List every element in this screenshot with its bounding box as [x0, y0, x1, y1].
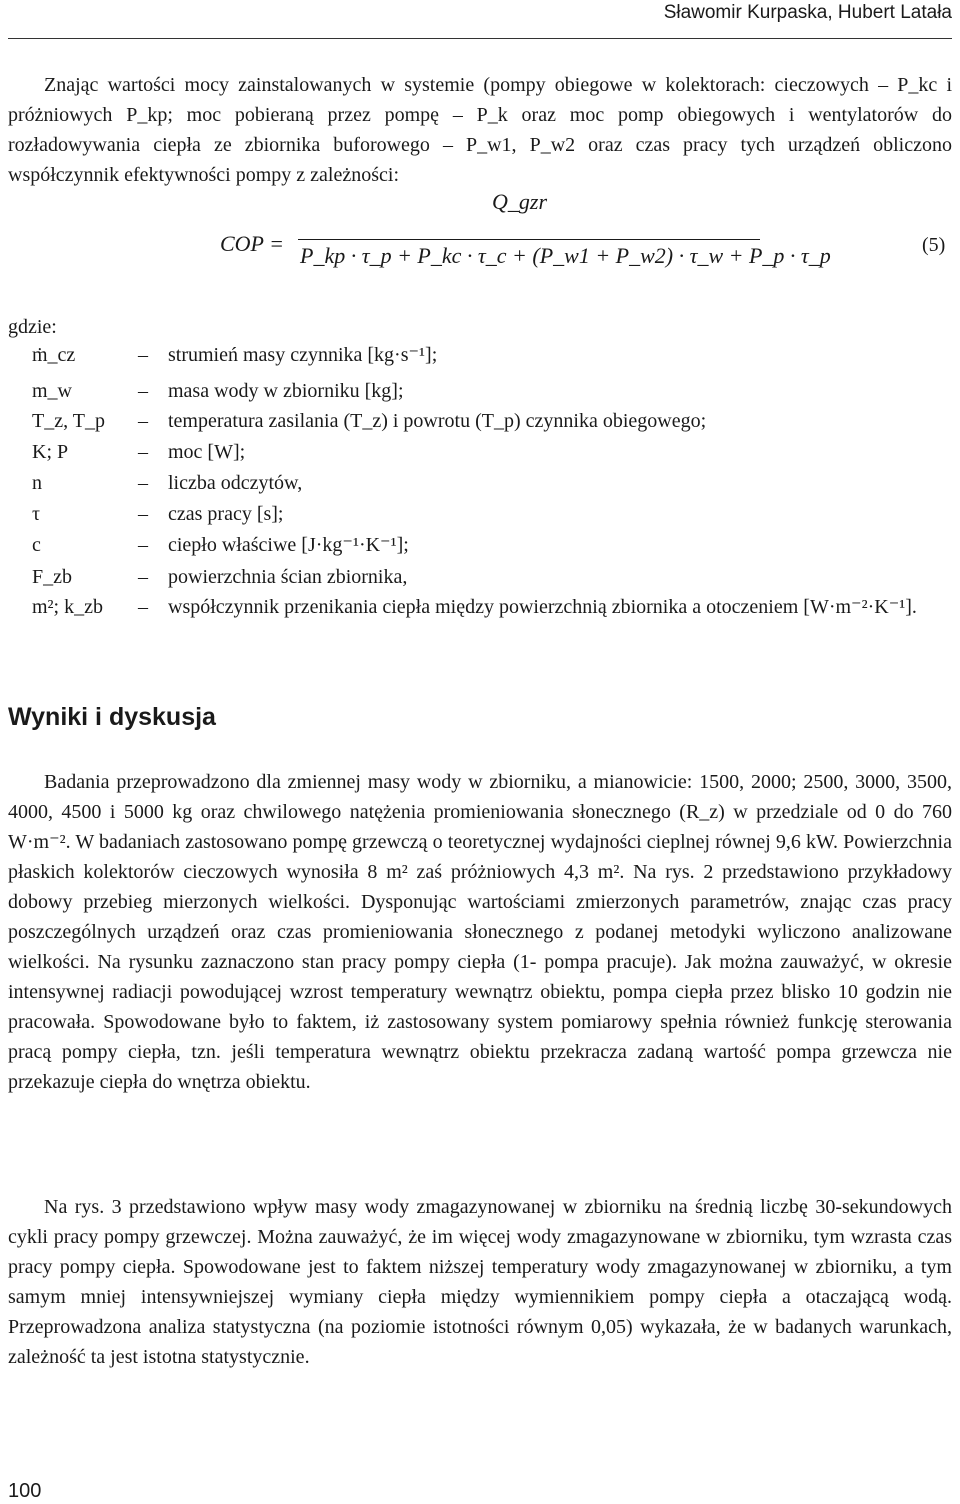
- formula-numerator: Q_gzr: [492, 189, 548, 214]
- section-title: Wyniki i dyskusja: [8, 703, 216, 731]
- cop-formula: [220, 183, 831, 293]
- definition-row: [8, 592, 952, 652]
- definition-symbol: T_z, T_p: [32, 410, 105, 432]
- definition-description: strumień masy czynnika [kg·s⁻¹];: [168, 344, 438, 366]
- definition-dash: –: [138, 380, 148, 402]
- results-paragraph: Na rys. 3 przedstawiono wpływ masy wody zmagazynowanej w zbiorniku na średnią liczbę 30-sekundowych cykli pracy pompy grzewczej. Można zauważyć, że im więcej wody zmagazynowane w zbiorniku, tym wzrasta czas pracy pompy ciepła. Spowodowane jest to faktem niższej temperatury wody zmagazynowanej w zbiorniku, a tym samym mniej intensywniejszej wymiany ciepła między wymiennikiem pompy ciepła a otaczającą wodą. Przeprowadzona analiza statystyczna (na poziomie istotności równym 0,05) wykazała, że w badanych warunkach, zależność ta jest istotna statystycznie.: [8, 1196, 952, 1368]
- formula-lhs: COP =: [220, 231, 284, 256]
- fraction-line: [298, 239, 760, 240]
- definition-symbol: F_zb: [32, 566, 72, 588]
- definition-row: [8, 562, 952, 592]
- equation-number: (5): [922, 234, 946, 256]
- definition-row: [8, 530, 952, 560]
- definition-dash: –: [138, 503, 148, 525]
- definition-dash: –: [138, 534, 148, 556]
- definition-description: liczba odczytów,: [168, 472, 303, 494]
- where-label: gdzie:: [8, 316, 57, 338]
- definition-row: [8, 406, 952, 436]
- definition-symbol: m_w: [32, 380, 72, 402]
- definition-description: czas pracy [s];: [168, 503, 284, 525]
- definition-row: [8, 340, 952, 370]
- definition-description: ciepło właściwe [J·kg⁻¹·K⁻¹];: [168, 534, 409, 556]
- definition-dash: –: [138, 472, 148, 494]
- definition-row: [8, 468, 952, 498]
- definition-description: masa wody w zbiorniku [kg];: [168, 380, 404, 402]
- formula-denominator: P_kp · τ_p + P_kc · τ_c + (P_w1 + P_w2) · τ_w + P_p · τ_p: [300, 243, 831, 268]
- definition-dash: –: [138, 566, 148, 588]
- definition-symbol: c: [32, 534, 41, 556]
- definition-description: moc [W];: [168, 441, 246, 463]
- results-paragraph: Badania przeprowadzono dla zmiennej masy wody w zbiorniku, a mianowicie: 1500, 2000; 2500, 3000, 3500, 4000, 4500 i 5000 kg oraz chwilowego natężenia promieniowania słonecznego (R_z) w przedziale od 0 do 760 W·m⁻². W badaniach zastosowano pompę grzewczą o teoretycznej wydajności cieplnej równej 9,6 kW. Powierzchnia płaskich kolektorów cieczowych wynosiła 8 m² zaś próżniowych 4,3 m². Na rys. 2 przedstawiono przykładowy dobowy przebieg mierzonych wielkości. Dysponując wartościami zmierzonych parametrów, znając czas pracy poszczególnych urządzeń oraz czas promieniowania słonecznego z podanej metodyki wyliczono analizowane wielkości. Na rysunku zaznaczono stan pracy pompy ciepła (1- pompa pracuje). Jak można zauważyć, w okresie intensywnej radiacji powodującej wzrost temperatury wewnątrz obiektu, pompa ciepła przez blisko 10 godzin nie pracowała. Spowodowane było to faktem, iż zastosowany system pomiarowy spełnia również funkcję sterowania pracą pompy ciepła, tzn. jeśli temperatura wewnątrz obiektu przekracza zadaną wartość pompa grzewcza nie przekazuje ciepła do wnętrza obiektu.: [8, 771, 952, 1093]
- definition-row: [8, 437, 952, 467]
- header-rule: [8, 38, 952, 39]
- definition-row: [8, 376, 952, 406]
- definition-description: temperatura zasilania (T_z) i powrotu (T_p) czynnika obiegowego;: [168, 410, 707, 432]
- definition-dash: –: [138, 441, 148, 463]
- definition-symbol: m²; k_zb: [32, 596, 103, 618]
- definition-dash: –: [138, 344, 148, 366]
- intro-paragraph: Znając wartości mocy zainstalowanych w systemie (pompy obiegowe w kolektorach: cieczowych – P_kc i próżniowych P_kp; moc pobieraną przez pompę – P_k oraz moc pomp obiegowych i wentylatorów do rozładowywania ciepła ze zbiornika buforowego – P_w1, P_w2 oraz czas pracy tych urządzeń obliczono współczynnik efektywności pompy z zależności:: [8, 74, 952, 186]
- definition-row: [8, 499, 952, 529]
- definition-symbol: ṁ_cz: [32, 344, 76, 366]
- definition-dash: –: [138, 596, 148, 618]
- definition-dash: –: [138, 410, 148, 432]
- definition-symbol: τ: [32, 503, 41, 525]
- definition-symbol: n: [32, 472, 42, 494]
- definition-description: powierzchnia ścian zbiornika,: [168, 566, 408, 588]
- page-number: 100: [8, 1480, 42, 1502]
- definition-description: współczynnik przenikania ciepła między powierzchnią zbiornika a otoczeniem [W·m⁻²·K⁻¹].: [168, 596, 917, 618]
- running-head: Sławomir Kurpaska, Hubert Latała: [663, 2, 952, 23]
- definition-symbol: K; P: [32, 441, 69, 463]
